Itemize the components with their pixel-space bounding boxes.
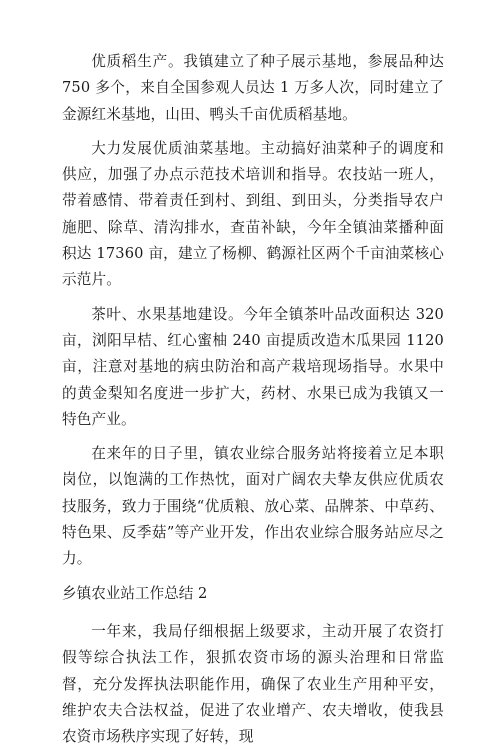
paragraph-rapeseed-base: 大力发展优质油菜基地。主动搞好油菜种子的调度和供应，加强了办点示范技术培训和指导。农技站一班人，带着感情、带着责任到村、到组、到田头，分类指导农户施肥、除草、清沟排水，查苗补缺，今年全镇油菜播种面积达 17360 亩，建立了杨柳、鹤源社区两个千亩油菜核心示范片。: [62, 139, 444, 289]
paragraph-next-year-plan: 在来年的日子里，镇农业综合服务站将接着立足本职岗位，以饱满的工作热忱，面对广阔农夫挚友供应优质农技服务，致力于围绕“优质粮、放心菜、品牌茶、中草药、特色果、反季菇”等产业开发，作出农业综合服务站应尽之力。: [62, 445, 444, 568]
paragraph-annual-summary: 一年来，我局仔细根据上级要求，主动开展了农资打假等综合执法工作，狠抓农资市场的源头治理和日常监督，充分发挥执法职能作用，确保了农业生产用种平安，维护农夫合法权益，促进了农业增产、农夫增收，使我县农资市场秩序实现了好转，现: [62, 622, 444, 746]
section-heading: 乡镇农业站工作总结 2: [62, 584, 208, 602]
paragraph-rice-production: 优质稻生产。我镇建立了种子展示基地，参展品种达 750 多个，来自全国参观人员达 1 万多人次，同时建立了金源红米基地，山田、鸭头千亩优质稻基地。: [62, 53, 444, 123]
paragraph-tea-fruit-base: 茶叶、水果基地建设。今年全镇茶叶品改面积达 320 亩，浏阳早桔、红心蜜柚 240 亩提质改造木瓜果园 1120 亩，注意对基地的病虫防治和高产栽培现场指导。水果中的黄金梨知名度进一步扩大，药材、水果已成为我镇又一特色产业。: [62, 305, 444, 428]
document-page: [62, 49, 444, 750]
